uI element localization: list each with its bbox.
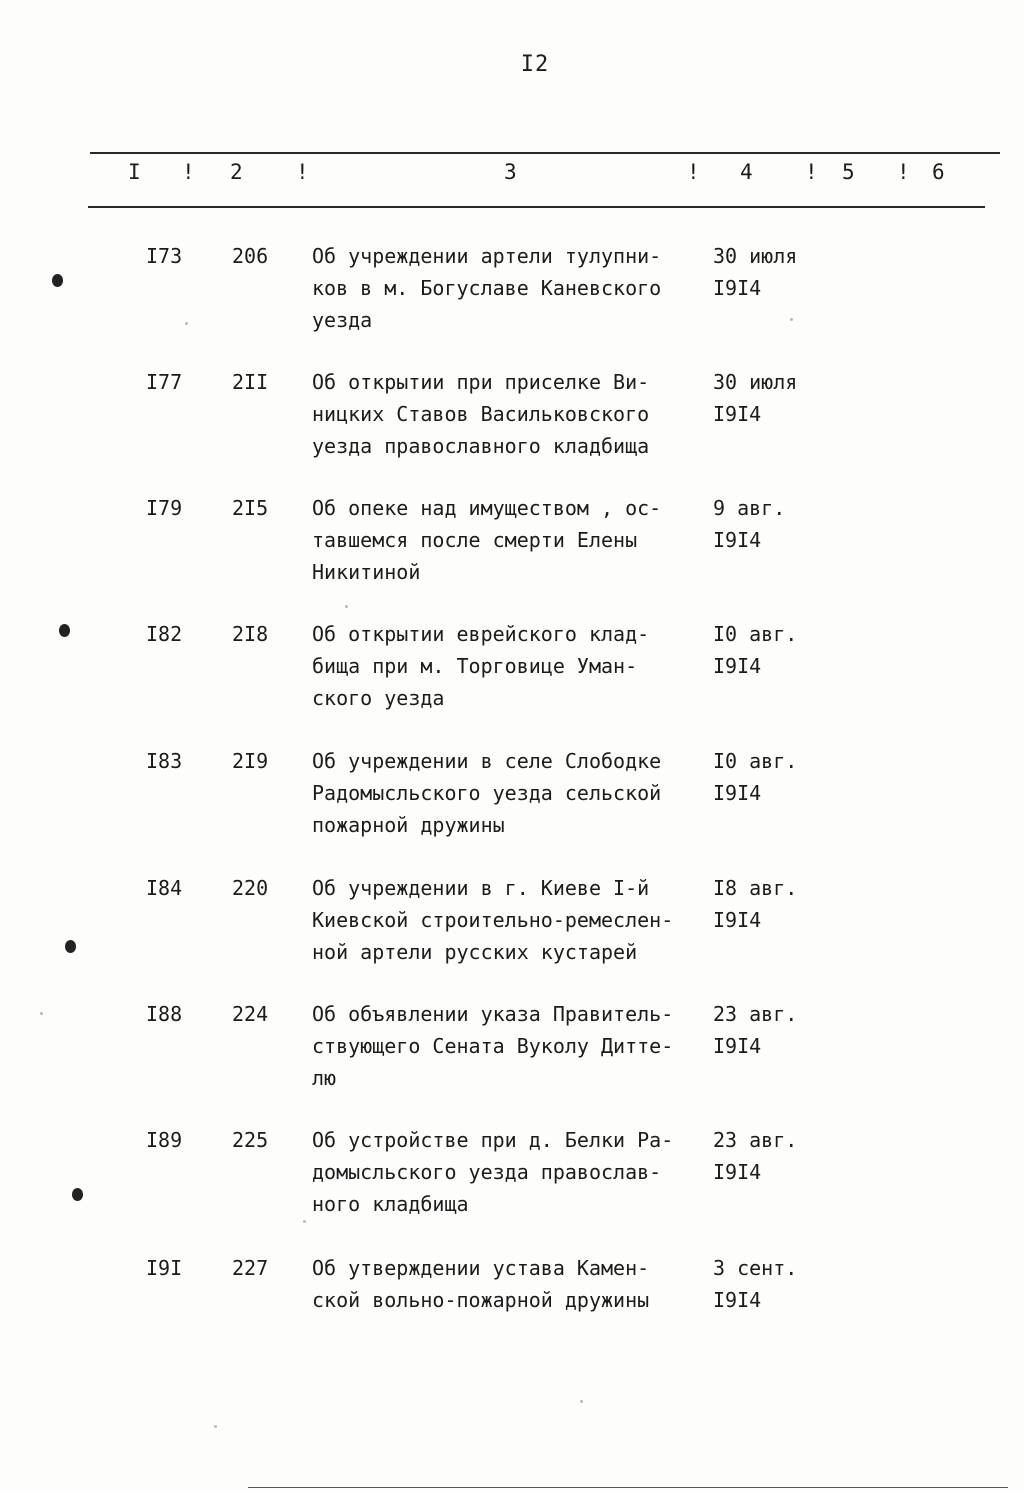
row-title-line: уезда <box>312 308 373 332</box>
row-number: I88 <box>146 1002 183 1026</box>
row-title-line: лю <box>312 1066 337 1090</box>
row-title <box>312 745 712 841</box>
row-title <box>312 1252 712 1316</box>
row-title <box>312 618 712 714</box>
row-title-line: ков в м. Богуславе Каневского <box>312 276 662 300</box>
header-separator: ! <box>805 160 818 184</box>
row-title-line: Киевской строительно-ремеслен- <box>312 908 674 932</box>
row-title <box>312 998 712 1094</box>
row-date-line: 9 авг. <box>713 496 786 520</box>
row-date-line: 23 авг. <box>713 1128 798 1152</box>
row-reference: 224 <box>232 1002 269 1026</box>
header-separator: ! <box>897 160 910 184</box>
row-number: I9I <box>146 1256 183 1280</box>
punch-hole-mark <box>72 1188 83 1201</box>
row-date-line: I9I4 <box>713 276 762 300</box>
row-title-line: домысльского уезда православ- <box>312 1160 662 1184</box>
row-date <box>713 1252 823 1316</box>
row-number: I82 <box>146 622 183 646</box>
header-separator: ! <box>182 160 195 184</box>
row-reference: 2II <box>232 370 269 394</box>
header-col-2: 2 <box>230 160 243 184</box>
row-title-line: ной артели русских кустарей <box>312 940 638 964</box>
row-date <box>713 872 823 936</box>
row-date <box>713 366 823 430</box>
row-title-line: ской вольно-пожарной дружины <box>312 1288 650 1312</box>
row-date-line: I8 авг. <box>713 876 798 900</box>
row-reference: 2I9 <box>232 749 269 773</box>
row-reference: 225 <box>232 1128 269 1152</box>
row-title-line: ствующего Сената Вуколу Дитте- <box>312 1034 674 1058</box>
row-date-line: 3 сент. <box>713 1256 798 1280</box>
scan-speck <box>345 605 348 608</box>
row-title-line: Об учреждении в селе Слободке <box>312 749 662 773</box>
row-reference: 206 <box>232 244 269 268</box>
scan-speck <box>40 1012 43 1015</box>
header-separator: ! <box>296 160 309 184</box>
row-reference: 2I8 <box>232 622 269 646</box>
row-number: I77 <box>146 370 183 394</box>
row-title-line: уезда православного кладбища <box>312 434 650 458</box>
row-title <box>312 1124 712 1220</box>
row-date-line: I9I4 <box>713 528 762 552</box>
row-title-line: ницких Ставов Васильковского <box>312 402 650 426</box>
row-title-line: Об учреждении в г. Киеве I-й <box>312 876 650 900</box>
row-reference: 227 <box>232 1256 269 1280</box>
row-date-line: I9I4 <box>713 1288 762 1312</box>
header-col-4: 4 <box>740 160 753 184</box>
scan-speck <box>185 322 188 325</box>
row-title-line: Об объявлении указа Правитель- <box>312 1002 674 1026</box>
header-col-3: 3 <box>504 160 517 184</box>
row-number: I84 <box>146 876 183 900</box>
row-title-line: Об учреждении артели тулупни- <box>312 244 662 268</box>
row-title <box>312 872 712 968</box>
row-title-line: Об опеке над имуществом , ос- <box>312 496 662 520</box>
scan-speck <box>790 318 793 321</box>
row-date-line: 30 июля <box>713 244 798 268</box>
row-date-line: I9I4 <box>713 908 762 932</box>
scan-speck <box>303 1220 306 1223</box>
row-title-line: бища при м. Торговице Уман- <box>312 654 638 678</box>
row-date-line: I9I4 <box>713 1034 762 1058</box>
punch-hole-mark <box>59 624 70 637</box>
punch-hole-mark <box>65 940 76 953</box>
row-title <box>312 240 712 336</box>
row-number: I73 <box>146 244 183 268</box>
row-date-line: 30 июля <box>713 370 798 394</box>
row-title-line: тавшемся после смерти Елены <box>312 528 638 552</box>
row-date <box>713 492 823 556</box>
page-number: I2 <box>520 52 550 77</box>
row-date-line: I9I4 <box>713 654 762 678</box>
scan-speck <box>580 1400 583 1403</box>
row-title-line: Об утверждении устава Камен- <box>312 1256 650 1280</box>
row-title-line: Радомысльского уезда сельской <box>312 781 662 805</box>
row-date-line: I9I4 <box>713 1160 762 1184</box>
header-col-1: I <box>128 160 141 184</box>
row-date <box>713 745 823 809</box>
row-date-line: 23 авг. <box>713 1002 798 1026</box>
page-bottom-rule <box>248 1487 1008 1488</box>
header-separator: ! <box>687 160 700 184</box>
row-title <box>312 366 712 462</box>
row-date <box>713 1124 823 1188</box>
row-title-line: Об открытии при приселке Ви- <box>312 370 650 394</box>
row-title-line: ного кладбища <box>312 1192 469 1216</box>
header-col-5: 5 <box>842 160 855 184</box>
row-date-line: I9I4 <box>713 781 762 805</box>
row-date-line: I0 авг. <box>713 749 798 773</box>
row-date-line: I0 авг. <box>713 622 798 646</box>
scan-speck <box>214 1425 217 1428</box>
header-col-6: 6 <box>932 160 945 184</box>
row-date <box>713 240 823 304</box>
row-number: I89 <box>146 1128 183 1152</box>
row-title-line: Об устройстве при д. Белки Ра- <box>312 1128 674 1152</box>
row-title <box>312 492 712 588</box>
row-reference: 2I5 <box>232 496 269 520</box>
row-title-line: Об открытии еврейского клад- <box>312 622 650 646</box>
row-number: I79 <box>146 496 183 520</box>
row-date-line: I9I4 <box>713 402 762 426</box>
row-number: I83 <box>146 749 183 773</box>
row-title-line: Никитиной <box>312 560 421 584</box>
row-title-line: пожарной дружины <box>312 813 505 837</box>
row-reference: 220 <box>232 876 269 900</box>
punch-hole-mark <box>52 274 63 287</box>
row-date <box>713 998 823 1062</box>
row-date <box>713 618 823 682</box>
row-title-line: ского уезда <box>312 686 445 710</box>
